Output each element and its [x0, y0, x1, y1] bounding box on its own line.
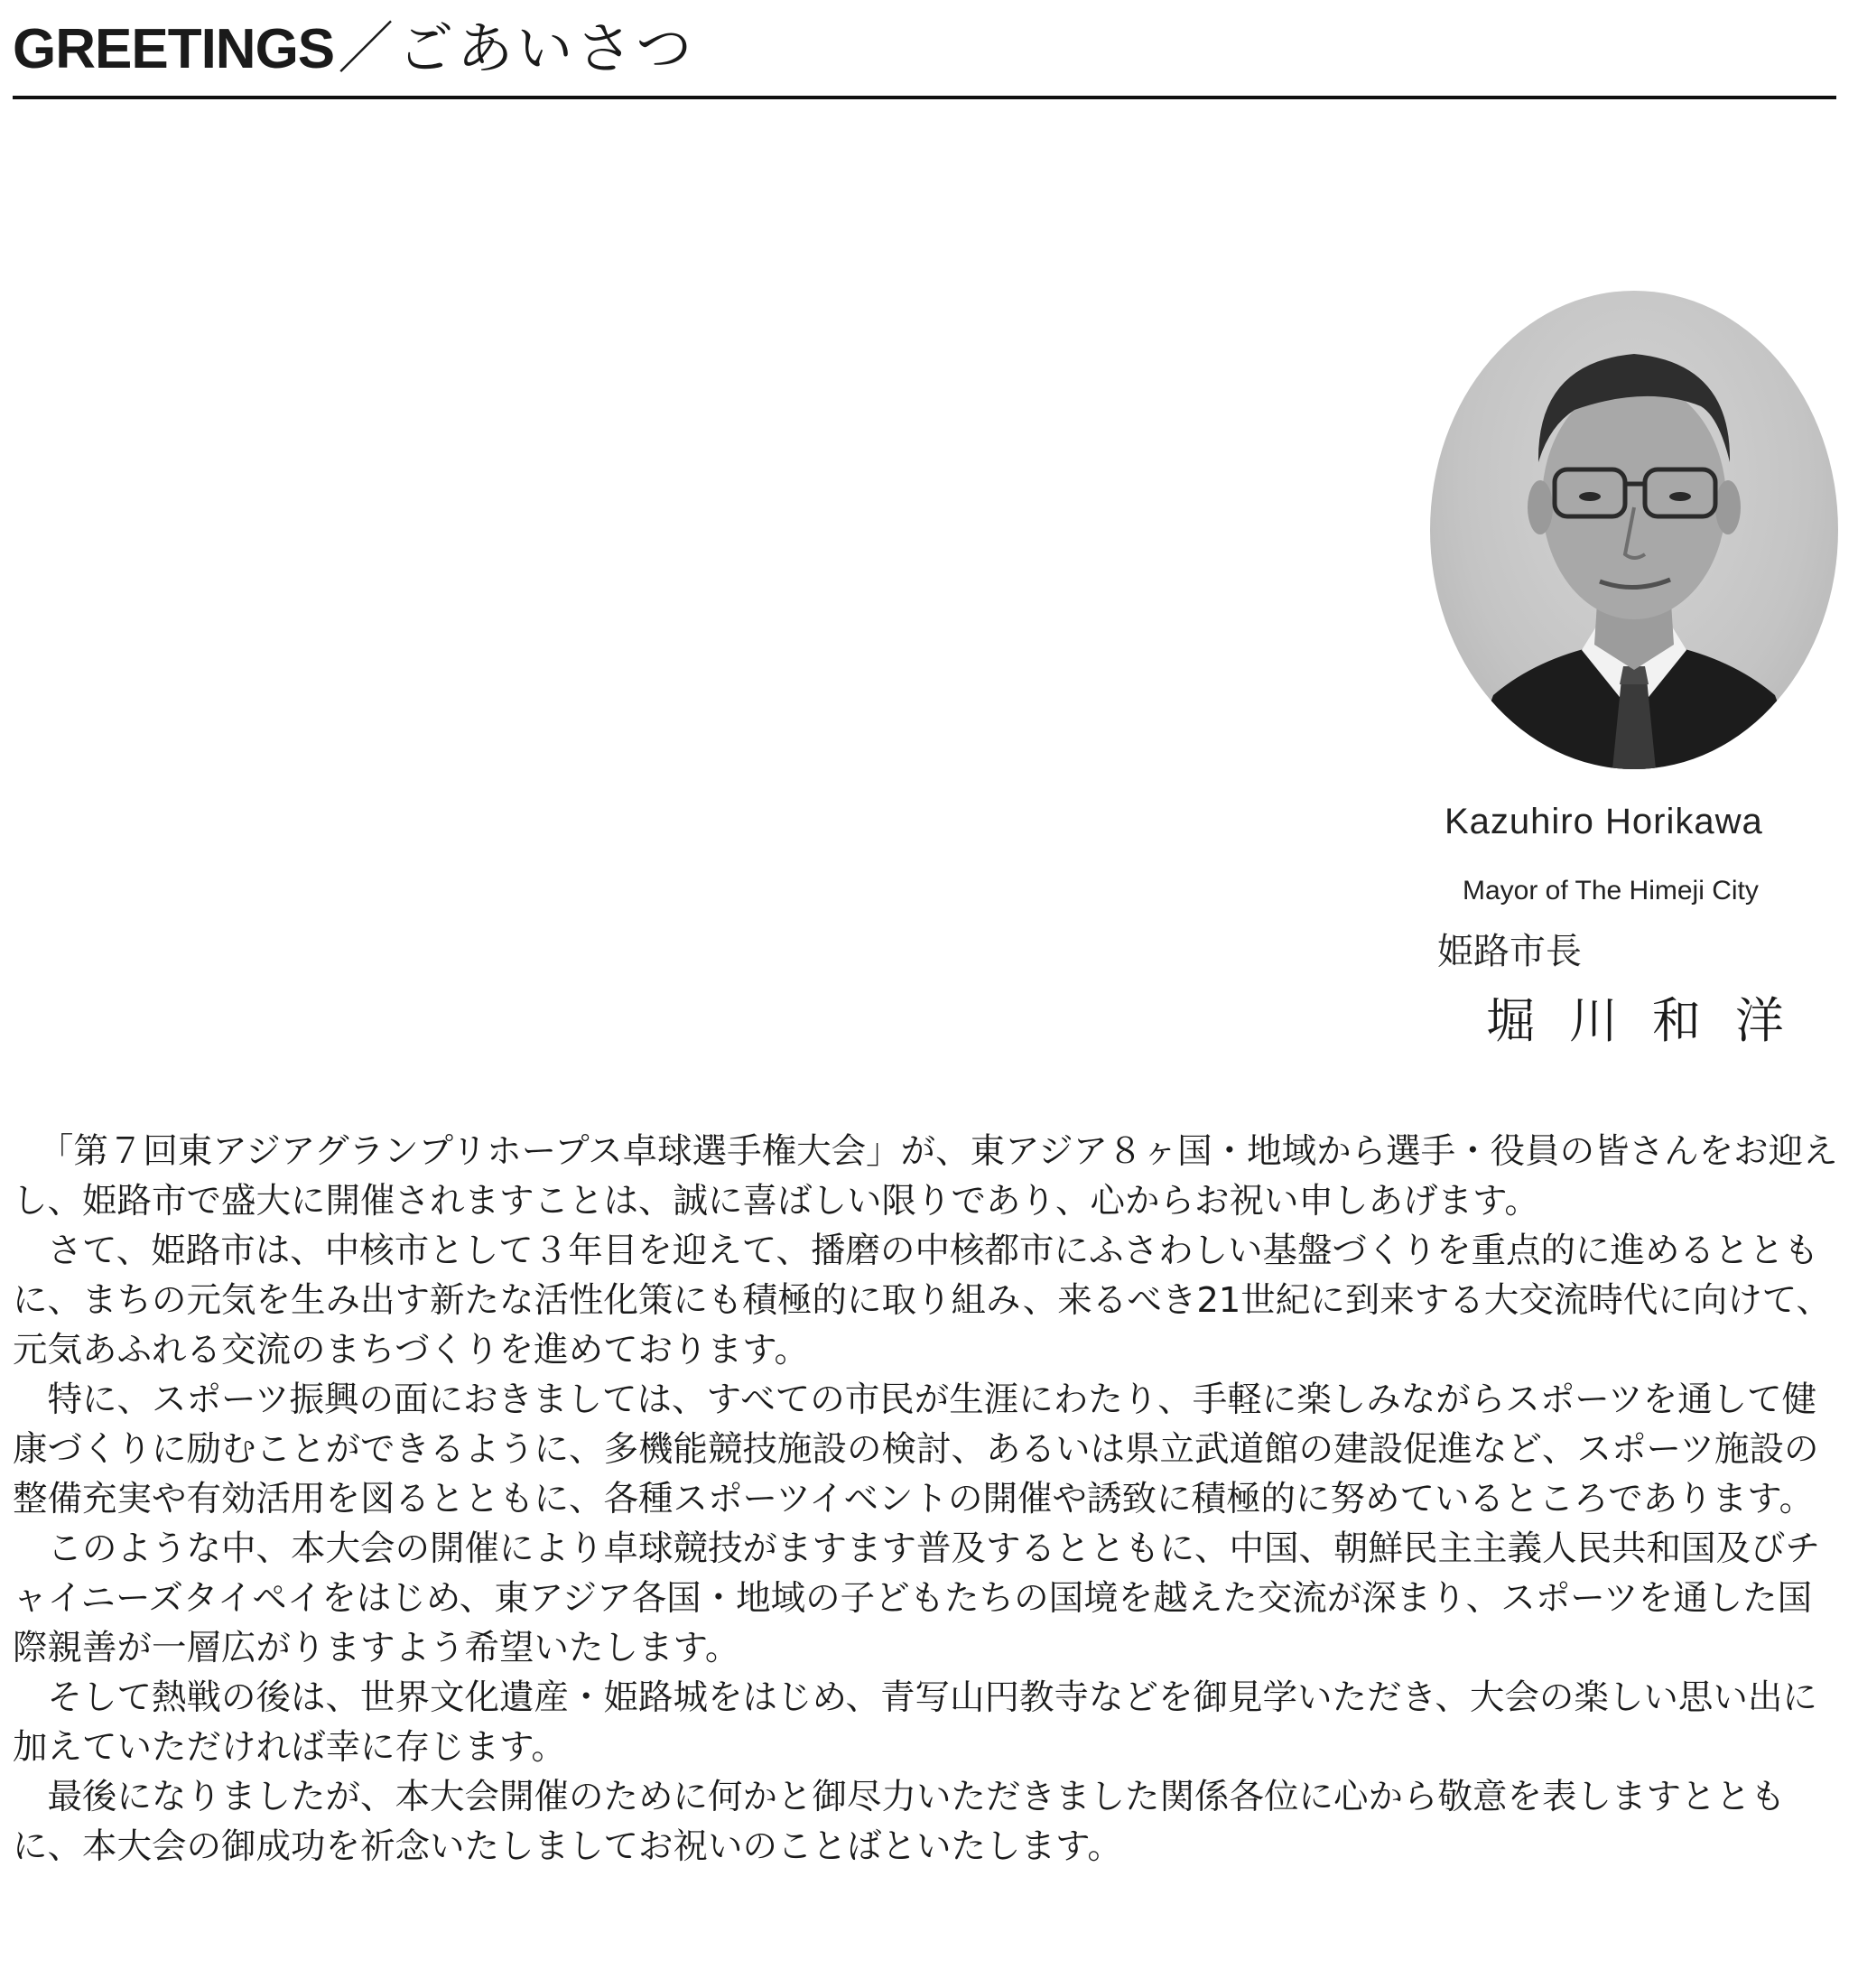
header-divider — [13, 96, 1836, 99]
page-title — [13, 7, 695, 90]
greeting-paragraph: 特に、スポーツ振興の面におきましては、すべての市民が生涯にわたり、手軽に楽しみながらスポーツを通して健康づくりに励むことができるように、多機能競技施設の検討、あるいは県立武道館の建設促進など、スポーツ施設の整備充実や有効活用を図るとともに、各種スポーツイベントの開催や誘致に積極的に努めているところであります。 — [13, 1380, 1819, 1519]
mayor-title-japanese: 姫路市長 — [1437, 931, 1582, 972]
greeting-paragraph: そして熱戦の後は、世界文化遺産・姫路城をはじめ、青写山円教寺などを御見学いただき、大会の楽しい思い出に加えていただければ幸に存じます。 — [13, 1677, 1817, 1768]
mayor-title-english: Mayor of The Himeji City — [1463, 876, 1759, 906]
page-title-japanese: ごあいさつ — [397, 15, 696, 81]
greeting-paragraph: 「第７回東アジアグランプリホープス卓球選手権大会」が、東アジア８ヶ国・地域から選手・役員の皆さんをお迎えし、姫路市で盛大に開催されますことは、誠に喜ばしい限りであり、心からお祝い申しあげます。 — [13, 1131, 1838, 1222]
greeting-body — [13, 1127, 1845, 1872]
greeting-paragraph: 最後になりましたが、本大会開催のために何かと御尽力いただきました関係各位に心から敬意を表しますとともに、本大会の御成功を祈念いたしましてお祝いのことばといたします。 — [13, 1777, 1786, 1867]
greeting-paragraph: さて、姫路市は、中核市として３年目を迎えて、播磨の中核都市にふさわしい基盤づくりを重点的に進めるとともに、まちの元気を生み出す新たな活性化策にも積極的に取り組み、来るべき21世紀に到来する大交流時代に向けて、元気あふれる交流のまちづくりを進めております。 — [13, 1231, 1832, 1370]
mayor-portrait — [1430, 291, 1838, 769]
page-header — [13, 7, 1836, 102]
mayor-name-japanese: 堀川和洋 — [1486, 992, 1818, 1049]
portrait-illustration — [1430, 291, 1838, 769]
title-separator: ／ — [338, 15, 395, 81]
greeting-paragraph: このような中、本大会の開催により卓球競技がますます普及するとともに、中国、朝鮮民主主義人民共和国及びチャイニーズタイペイをはじめ、東アジア各国・地域の子どもたちの国境を越えた交流が深まり、スポーツを通した国際親善が一層広がりますよう希望いたします。 — [13, 1528, 1821, 1668]
mayor-name-english: Kazuhiro Horikawa — [1445, 802, 1763, 841]
page-title-english: GREETINGS — [13, 18, 335, 80]
